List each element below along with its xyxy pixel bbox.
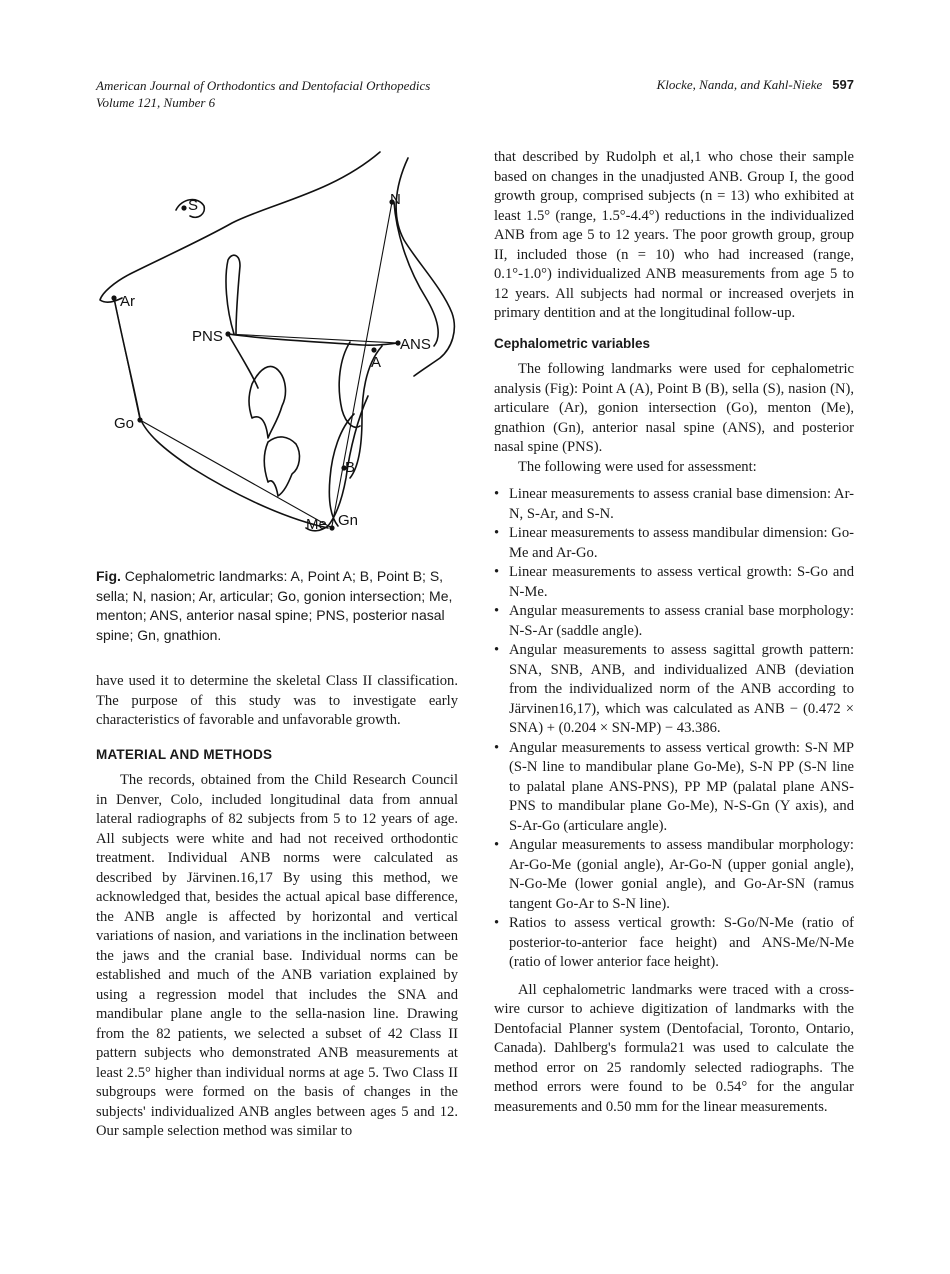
- figure-caption-label: Fig.: [96, 568, 121, 584]
- running-head-left: [96, 77, 430, 111]
- list-item: • Linear measurements to assess mandibular dimension: Go-Me and Ar-Go.: [494, 524, 854, 563]
- running-head-right: [657, 77, 854, 93]
- page-number: 597: [832, 77, 854, 92]
- list-item: • Linear measurements to assess vertical growth: S-Go and N-Me.: [494, 563, 854, 602]
- journal-volume: Volume 121, Number 6: [96, 95, 216, 110]
- symphysis-contour: [306, 396, 368, 531]
- ar-go-line: [114, 298, 140, 420]
- right-column: [494, 148, 854, 1117]
- list-item: • Angular measurements to assess cranial base morphology: N-S-Ar (saddle angle).: [494, 602, 854, 641]
- label-n: N: [390, 191, 401, 208]
- label-b: B: [345, 459, 356, 476]
- cranial-contour: [100, 152, 380, 302]
- intro-paragraph-end: have used it to determine the skeletal Class II classification. The purpose of this study was to investigate early characteristics of favorable and unfavorable growth.: [96, 673, 458, 728]
- subheading-cephalometric-variables: Cephalometric variables: [494, 335, 651, 351]
- upper-incisor: [339, 342, 360, 427]
- label-gn: Gn: [338, 512, 359, 529]
- nasal-contour: [394, 202, 438, 346]
- methods-paragraph: The records, obtained from the Child Research Council in Denver, Colo, included longitudinal data from annual lateral radiographs of 82 subjects from 5 to 12 years of age. All subjects were white and had not received orthodontic treatment. Individual ANB norms were calculated as described by Järvinen.16,17 By using this method, we acknowledged that, besides the actual apical base difference, the ANB angle is affected by horizontal and vertical variations of nasion, and variations in the inclination between the jaws and the cranial base. Individual norms can be established and much of the ANB variation explained by using a regression model that includes the SNA and mandibular plane angle to the sella-nasion line. Drawing from the 82 patients, we selected a subset of 42 Class II pattern subjects who demonstrated ANB measurements at least 2.5° higher than individual norms at age 5. Two Class II subgroups were formed on the basis of changes in the subjects' individualized ANB angles between ages 5 and 12. Our sample selection method was similar to: [96, 772, 458, 1139]
- list-item: • Ratios to assess vertical growth: S-Go/N-Me (ratio of posterior-to-anterior face height) and ANS-Me/N-Me (ratio of lower anterior face height).: [494, 914, 854, 973]
- point-go: [137, 417, 142, 422]
- label-ans: ANS: [400, 336, 431, 353]
- list-item: • Angular measurements to assess vertical growth: S-N MP (S-N line to mandibular plane Go-Me), S-N PP (S-N line to palatal plane ANS-PNS), PP MP (palatal plane ANS-PNS to mandibular plane Go-Me), N-S-Gn (Y axis), and S-Ar-Go (articulare angle).: [494, 739, 854, 837]
- sample-paragraph: that described by Rudolph et al,1 who chose their sample based on changes in the unadjusted ANB. Group I, the good growth group, comprised subjects (n = 13) who exhibited at least 1.5° (range, 1.5°-4.4°) reductions in the individualized ANB from age 5 to 12 years. The poor growth group, group II, included those (n = 10) who had increased (range, 0.1°-1.0°) individualized ANB measurements from age 5 to 12 years. All subjects had normal or increased overjets in primary dentition and at the longitudinal follow-up.: [494, 149, 854, 321]
- list-item: • Angular measurements to assess sagittal growth pattern: SNA, SNB, ANB, and individualized ANB (deviation from the individualized norm of the ANB according to Järvinen16,17), which was calculated as ANB − (0.472 × SNA) + (0.204 × SN-MP) − 43.386.: [494, 641, 854, 739]
- author-names: Klocke, Nanda, and Kahl-Nieke: [656, 77, 823, 92]
- list-item: • Angular measurements to assess mandibular morphology: Ar-Go-Me (gonial angle), Ar-Go-N (upper gonial angle), N-Go-Me (lower gonial angle), and Go-Ar-SN (ramus tangent Go-Ar to S-N line).: [494, 836, 854, 914]
- left-column: [96, 672, 458, 1142]
- point-me: [329, 525, 334, 530]
- label-go: Go: [114, 415, 135, 432]
- point-s: [181, 205, 186, 210]
- lower-molar: [264, 437, 299, 496]
- method-error-paragraph: All cephalometric landmarks were traced with a cross-wire cursor to achieve digitization of landmarks with the Dentofacial Planner system (Dentofacial, Toronto, Ontario, Canada). Dahlberg's formula21 was used to calculate the method error on 25 randomly selected radiographs. The method errors were found to be 0.54° for the angular measurements and 0.50 mm for the linear measurements.: [494, 981, 854, 1115]
- figure-caption: [96, 567, 458, 645]
- ptm-fissure: [226, 255, 240, 334]
- list-item: • Linear measurements to assess cranial base dimension: Ar-N, S-Ar, and S-N.: [494, 485, 854, 524]
- go-me-line: [140, 420, 332, 528]
- maxilla-curve: [228, 334, 258, 388]
- upper-molar: [249, 366, 285, 438]
- point-a: [371, 347, 376, 352]
- label-ar: Ar: [120, 293, 135, 310]
- cephalometric-figure: [92, 148, 472, 548]
- assessment-intro: The following were used for assessment:: [518, 458, 757, 475]
- figure-caption-text: Cephalometric landmarks: A, Point A; B, Point B; S, sella; N, nasion; Ar, articular; Go, gonion intersection; Me, menton; ANS, anterior nasal spine; PNS, posterior nasal spine; Gn, gnathion.: [96, 568, 453, 643]
- point-pns: [225, 331, 230, 336]
- label-s: S: [188, 197, 199, 214]
- landmarks-paragraph: The following landmarks were used for cephalometric analysis (Fig): Point A (A), Point B (B), sella (S), nasion (N), articulare (Ar), gonion intersection (Go), menton (Me), gnathion (Gn), anterior nasal spine (ANS), and posterior nasal spine (PNS).: [494, 361, 854, 455]
- label-pns: PNS: [192, 328, 223, 345]
- measurement-list: [494, 485, 854, 973]
- label-me: Me: [306, 516, 327, 533]
- journal-title: American Journal of Orthodontics and Dentofacial Orthopedics: [96, 78, 431, 93]
- label-a: A: [371, 354, 382, 371]
- point-ar: [111, 295, 116, 300]
- section-heading-methods: MATERIAL AND METHODS: [96, 746, 273, 762]
